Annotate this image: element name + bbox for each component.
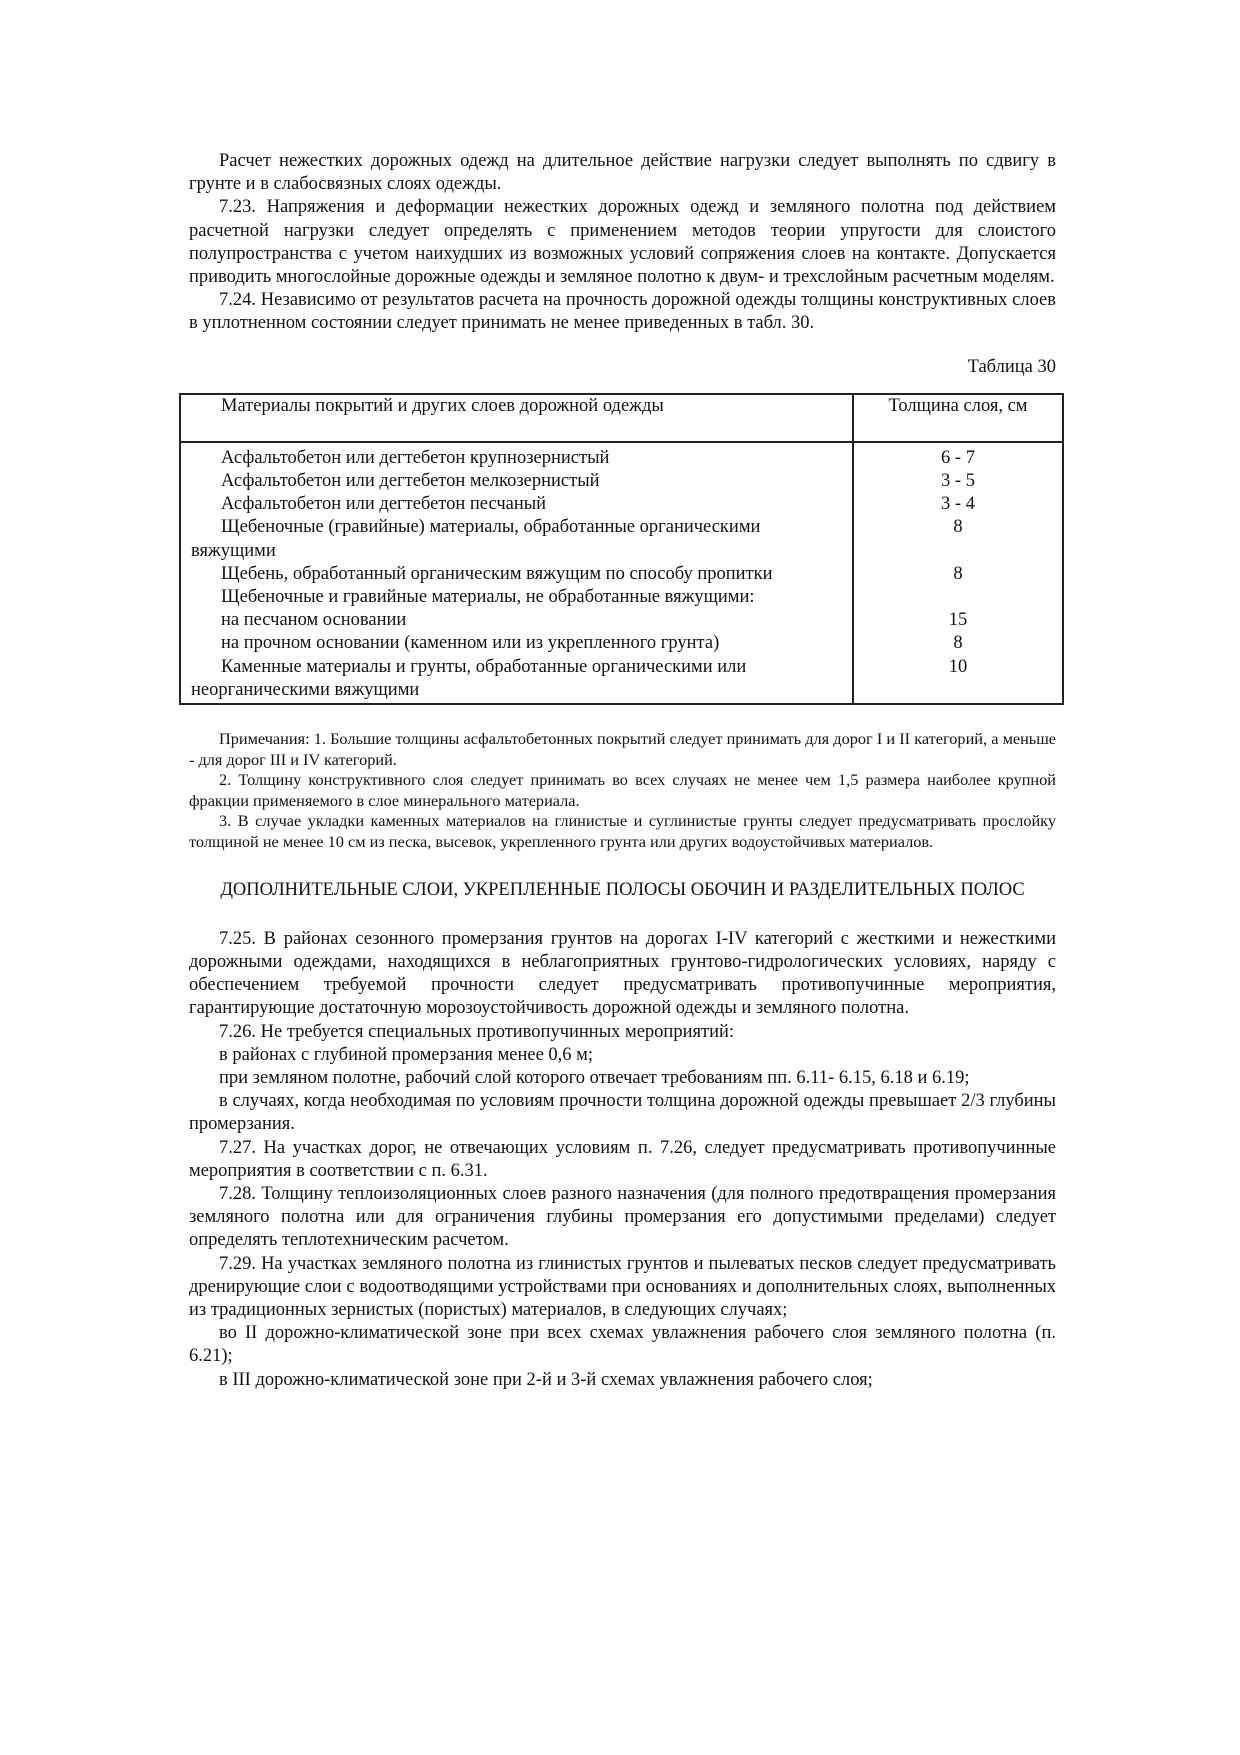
page-content [189, 150, 1056, 1392]
material-cell: на песчаном основании [180, 609, 853, 632]
paragraph: в случаях, когда необходимая по условиям прочности толщина дорожной одежды превышает 2/3 глубины промерзания. [189, 1091, 1056, 1135]
table-header-row [180, 394, 1063, 442]
thickness-cell: 8 [853, 563, 1063, 586]
table-row [180, 493, 1063, 516]
thickness-cell [853, 586, 1063, 609]
material-cell: Щебеночные и гравийные материалы, не обработанные вяжущими: [180, 586, 853, 609]
table-notes [189, 729, 1056, 853]
thickness-cell: 3 - 5 [853, 470, 1063, 493]
thickness-cell: 15 [853, 609, 1063, 632]
header-materials: Материалы покрытий и других слоев дорожной одежды [180, 394, 853, 442]
paragraph: в III дорожно-климатической зоне при 2-й и 3-й схемах увлажнения рабочего слоя; [219, 1369, 873, 1390]
paragraph: 7.25. В районах сезонного промерзания грунтов на дорогах I-IV категорий с жесткими и нежесткими дорожными одеждами, находящихся в неблагоприятных грунтово-гидрологических условиях, наряду с обеспечением требуемой прочности следует предусматривать противопучинные мероприятия, гарантирующие достаточную морозоустойчивость дорожной одежды и земляного полотна. [189, 928, 1056, 1019]
material-cell: Каменные материалы и грунты, обработанные органическими или неорганическими вяжущими [180, 656, 853, 704]
paragraph: Расчет нежестких дорожных одежд на длительное действие нагрузки следует выполнять по сдвигу в грунте и в слабосвязных слоях одежды. [189, 151, 1056, 195]
paragraph: 7.27. На участках дорог, не отвечающих условиям п. 7.26, следует предусматривать противопучинные мероприятия в соответствии с п. 6.31. [189, 1137, 1056, 1181]
section-heading: ДОПОЛНИТЕЛЬНЫЕ СЛОИ, УКРЕПЛЕННЫЕ ПОЛОСЫ ОБОЧИН И РАЗДЕЛИТЕЛЬНЫХ ПОЛОС [220, 879, 1025, 900]
table-row [180, 516, 1063, 562]
table-30 [179, 393, 1064, 705]
table-caption: Таблица 30 [967, 356, 1056, 377]
material-cell: на прочном основании (каменном или из укрепленного грунта) [180, 632, 853, 655]
table-row [180, 586, 1063, 609]
material-cell: Щебеночные (гравийные) материалы, обработанные органическими вяжущими [180, 516, 853, 562]
table-row [180, 447, 1063, 470]
thickness-cell: 3 - 4 [853, 493, 1063, 516]
note: Примечания: 1. Большие толщины асфальтобетонных покрытий следует принимать для дорог I и II категорий, а меньше - для дорог III и IV категорий. [189, 729, 1056, 769]
thickness-cell: 8 [853, 516, 1063, 562]
material-cell: Асфальтобетон или дегтебетон песчаный [180, 493, 853, 516]
paragraph: 7.26. Не требуется специальных противопучинных мероприятий: [219, 1021, 735, 1042]
material-cell: Щебень, обработанный органическим вяжущим по способу пропитки [180, 563, 853, 586]
header-thickness: Толщина слоя, см [853, 394, 1063, 442]
paragraph: во II дорожно-климатической зоне при всех схемах увлажнения рабочего слоя земляного полотна (п. 6.21); [189, 1323, 1056, 1367]
table-row [180, 470, 1063, 493]
material-cell: Асфальтобетон или дегтебетон крупнозернистый [180, 447, 853, 470]
thickness-cell: 6 - 7 [853, 447, 1063, 470]
paragraph: при земляном полотне, рабочий слой которого отвечает требованиям пп. 6.11- 6.15, 6.18 и 6.19; [219, 1068, 970, 1089]
material-cell: Асфальтобетон или дегтебетон мелкозернистый [180, 470, 853, 493]
table-row [180, 609, 1063, 632]
paragraph: в районах с глубиной промерзания менее 0,6 м; [219, 1044, 594, 1065]
note: 3. В случае укладки каменных материалов на глинистые и суглинистые грунты следует предусматривать прослойку толщиной не менее 10 см из песка, высевок, укрепленного грунта или других водоустойчивых материалов. [189, 811, 1056, 852]
paragraph: 7.23. Напряжения и деформации нежестких дорожных одежд и земляного полотна под действием расчетной нагрузки следует определять с применением методов теории упругости для слоистого полупространства с учетом наихудших из возможных условий сопряжения слоев на контакте. Допускается приводить многослойные дорожные одежды и земляное полотно к двум- и трехслойным расчетным моделям. [189, 197, 1056, 288]
paragraph: 7.24. Независимо от результатов расчета на прочность дорожной одежды толщины конструктивных слоев в уплотненном состоянии следует принимать не менее приведенных в табл. 30. [189, 290, 1056, 334]
thickness-cell: 8 [853, 632, 1063, 655]
note: 2. Толщину конструктивного слоя следует принимать во всех случаях не менее чем 1,5 размера наиболее крупной фракции применяемого в слое минерального материала. [189, 770, 1056, 810]
table-row [180, 656, 1063, 704]
paragraph: 7.28. Толщину теплоизоляционных слоев разного назначения (для полного предотвращения промерзания земляного полотна или для ограничения глубины промерзания его допустимыми пределами) следует определять теплотехническим расчетом. [189, 1184, 1056, 1251]
table-row [180, 563, 1063, 586]
paragraph: 7.29. На участках земляного полотна из глинистых грунтов и пылеватых песков следует предусматривать дренирующие слои с водоотводящими устройствами при основаниях и дополнительных слоях, выполненных из традиционных зернистых (пористых) материалов, в следующих случаях; [189, 1253, 1056, 1321]
thickness-cell: 10 [853, 656, 1063, 704]
table-row [180, 632, 1063, 655]
